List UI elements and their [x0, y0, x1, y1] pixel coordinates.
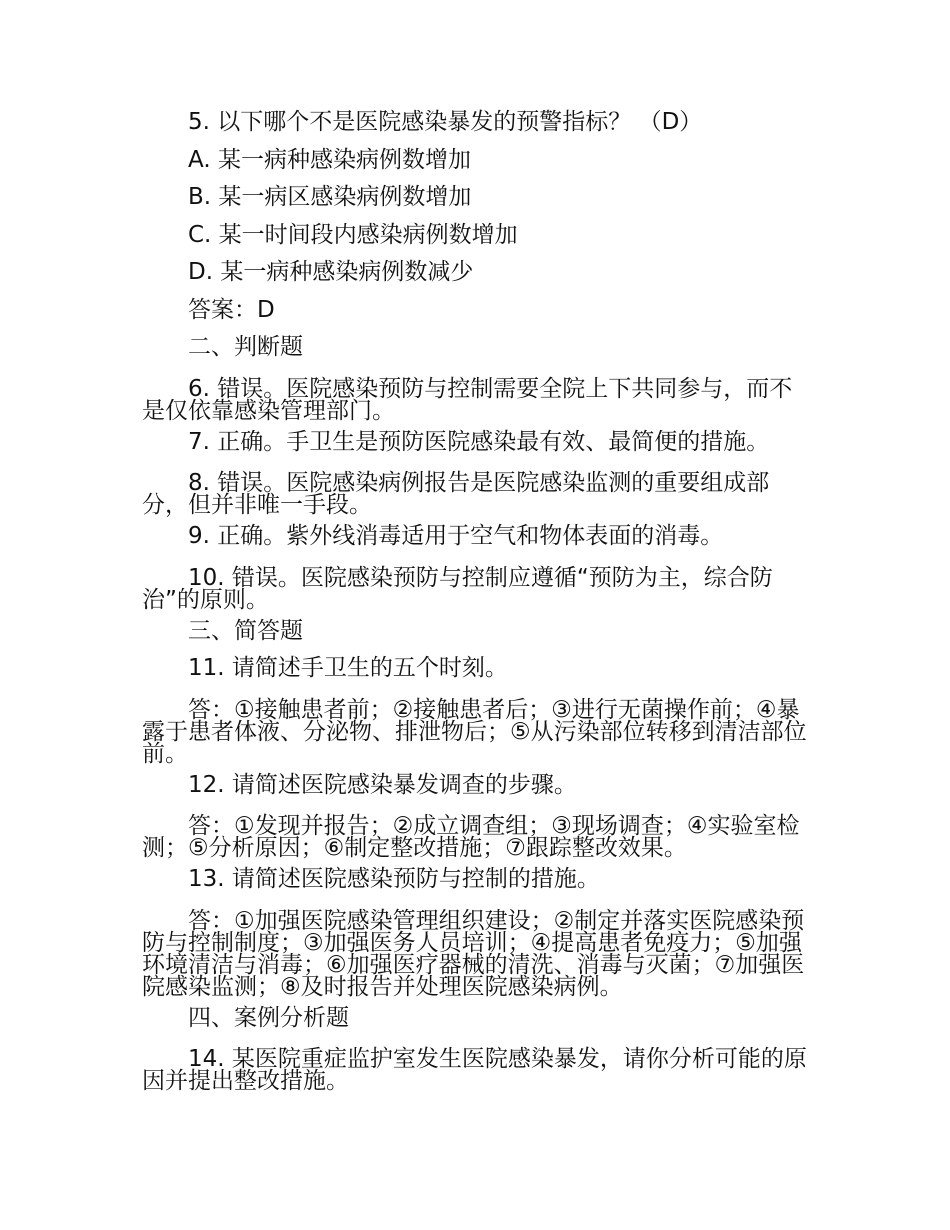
judgment-7: 7. 正确。手卫生是预防医院感染最有效、最简便的措施。	[188, 428, 770, 455]
option-b: B. 某一病区感染病例数增加	[188, 184, 472, 210]
answer-5: 答案：D	[188, 296, 275, 323]
question-11: 11. 请简述手卫生的五个时刻。	[188, 655, 508, 681]
section-heading-short-answer: 三、简答题	[188, 617, 303, 644]
question-13: 13. 请简述医院感染预防与控制的措施。	[188, 866, 600, 892]
option-a: A. 某一病种感染病例数增加	[188, 146, 471, 173]
answer-11: 答：①接触患者前；②接触患者后；③进行无菌操作前；④暴露于患者体液、分泌物、排泄物后；⑤从污染部位转移到清洁部位前。	[142, 696, 807, 767]
answer-12: 答：①发现并报告；②成立调查组；③现场调查；④实验室检测；⑤分析原因；⑥制定整改措施；⑦跟踪整改效果。	[142, 813, 800, 861]
judgment-6: 6. 错误。医院感染预防与控制需要全院上下共同参与，而不是仅依靠感染管理部门。	[142, 375, 793, 424]
judgment-10: 10. 错误。医院感染预防与控制应遵循“预防为主，综合防治”的原则。	[142, 564, 773, 613]
option-c: C. 某一时间段内感染病例数增加	[188, 221, 518, 248]
judgment-8: 8. 错误。医院感染病例报告是医院感染监测的重要组成部分，但并非唯一手段。	[142, 470, 770, 518]
section-heading-case-analysis: 四、案例分析题	[188, 1004, 349, 1031]
question-14: 14. 某医院重症监护室发生医院感染暴发，请你分析可能的原因并提出整改措施。	[142, 1046, 807, 1094]
question-12: 12. 请简述医院感染暴发调查的步骤。	[188, 771, 577, 798]
section-heading-judgment: 二、判断题	[188, 334, 303, 360]
option-d: D. 某一病种感染病例数减少	[188, 259, 474, 285]
answer-13: 答：①加强医院感染管理组织建设；②制定并落实医院感染预防与控制制度；③加强医务人员培训；④提高患者免疫力；⑤加强环境清洁与消毒；⑥加强医疗器械的清洗、消毒与灭菌；⑦加强医院感染监测；⑧及时报告并处理医院感染病例。	[142, 907, 805, 1000]
document-body	[142, 104, 812, 1094]
judgment-9: 9. 正确。紫外线消毒适用于空气和物体表面的消毒。	[188, 523, 724, 549]
question-5: 5. 以下哪个不是医院感染暴发的预警指标？ （D）	[188, 109, 703, 135]
